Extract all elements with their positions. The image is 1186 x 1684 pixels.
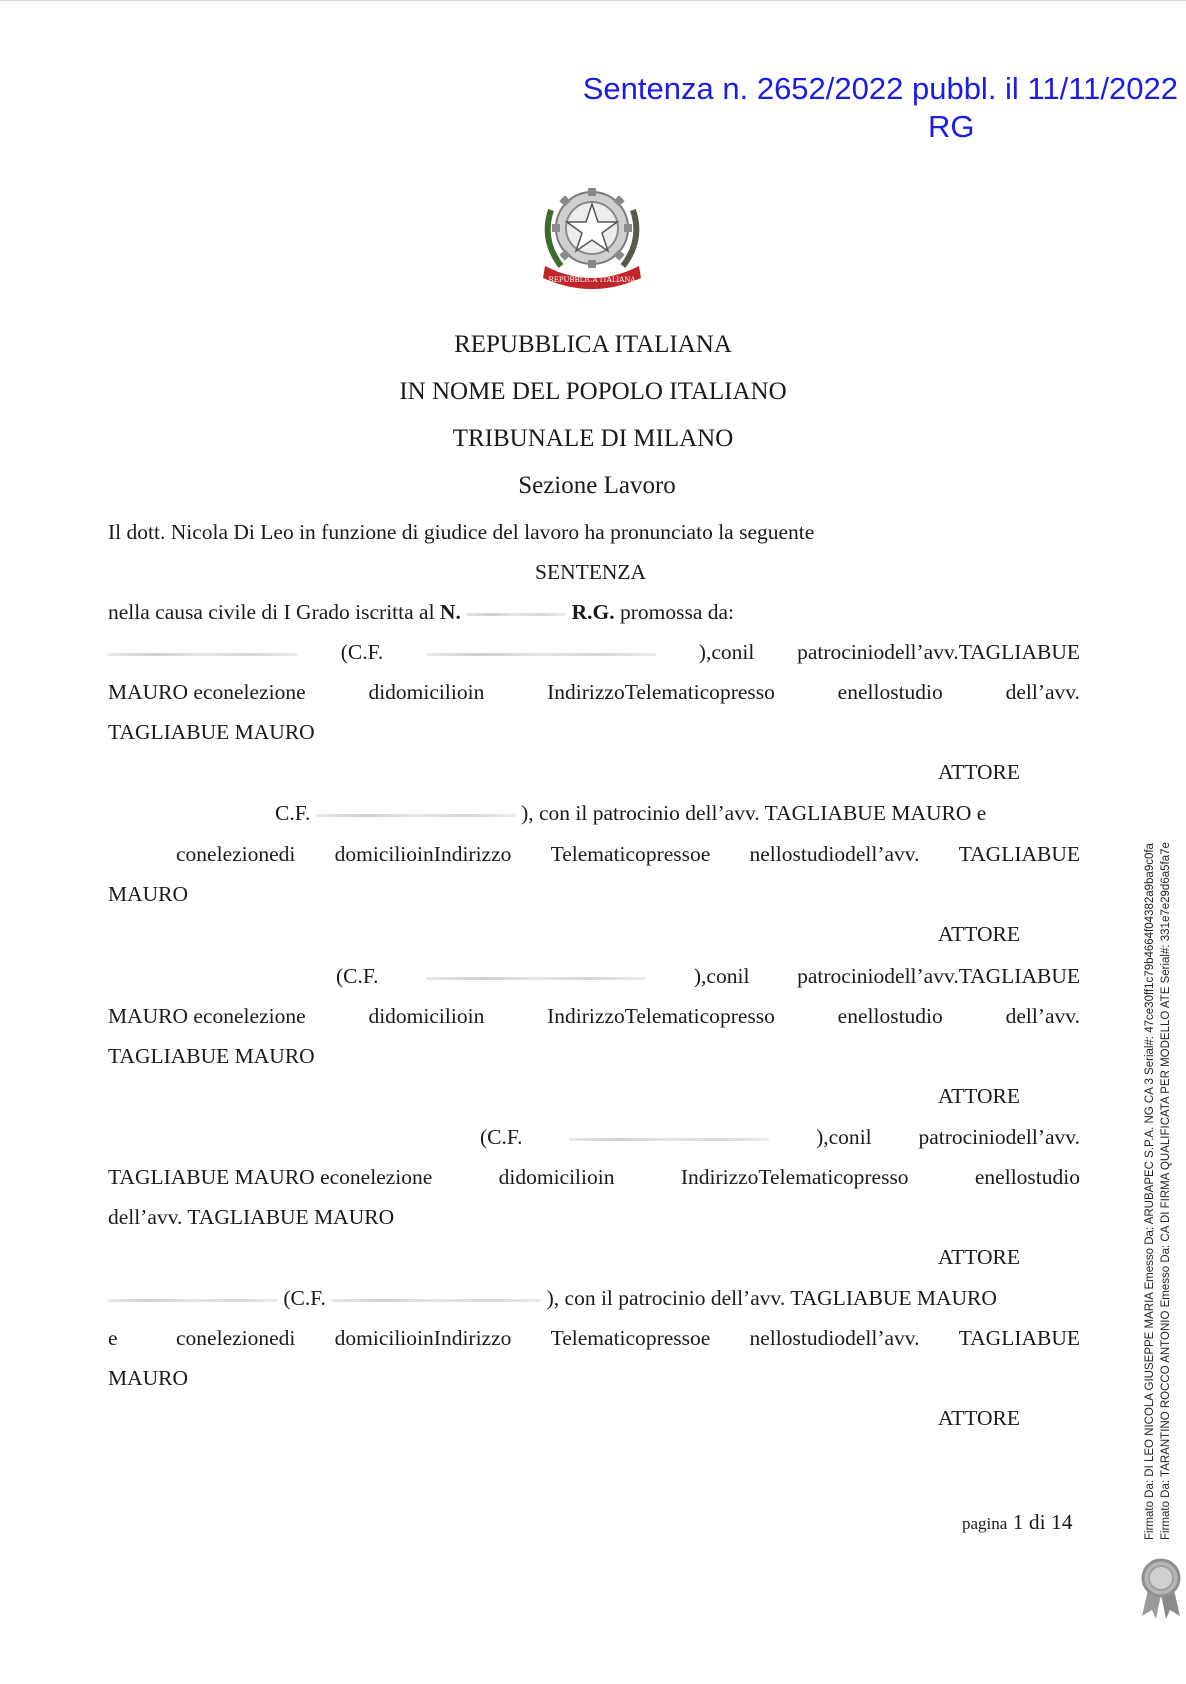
party3-line2: MAURO econelezione didomicilioin IndirizzoTelematicopresso enellostudio dell’avv.: [108, 1004, 1081, 1028]
party2-line3: MAURO: [108, 882, 189, 906]
signature-seal-icon: [1136, 1556, 1186, 1620]
svg-text:REPUBBLICA ITALIANA: REPUBBLICA ITALIANA: [548, 276, 636, 284]
redacted-fiscal-code: [426, 653, 656, 656]
signature-line-1: Firmato Da: DI LEO NICOLA GIUSEPPE MARIA Emesso Da: ARUBAPEC S.P.A. NG CA 3 Serial#: 47ce30ff1c79b4664f04382a9ba9c0fa: [1144, 843, 1156, 1540]
page-top-border: [0, 0, 1186, 1]
heading-section: Sezione Lavoro: [518, 472, 676, 499]
heading-tribunal: TRIBUNALE DI MILANO: [452, 425, 734, 452]
party2-line2: conelezionedi domicilioinIndirizzo Telematicopressoe nellostudiodell’avv. TAGLIABUE: [176, 842, 1081, 866]
redacted-fiscal-code: [569, 1138, 769, 1141]
heading-people: IN NOME DEL POPOLO ITALIANO: [399, 378, 787, 405]
role-attore-1: ATTORE: [938, 760, 1021, 784]
rg-label: RG: [928, 109, 975, 144]
redacted-number: [466, 613, 566, 616]
italian-republic-emblem-icon: [537, 170, 647, 298]
role-attore-4: ATTORE: [938, 1245, 1021, 1269]
party5-line2: conelezionedi domicilioinIndirizzo Telematicopressoe nellostudiodell’avv. TAGLIABUE: [176, 1326, 1081, 1350]
party4-line2: TAGLIABUE MAURO econelezione didomicilioin IndirizzoTelematicopresso enellostudio: [108, 1165, 1080, 1189]
redacted-fiscal-code: [331, 1299, 541, 1302]
party5-line3: MAURO: [108, 1366, 189, 1390]
redacted-fiscal-code: [426, 977, 646, 980]
sentenza-title: SENTENZA: [535, 560, 647, 584]
party1-line3: TAGLIABUE MAURO: [108, 720, 315, 744]
heading-republic: REPUBBLICA ITALIANA: [454, 331, 732, 358]
role-attore-2: ATTORE: [938, 922, 1021, 946]
party2-line1: C.F. ), con il patrocinio dell’avv. TAGLIABUE MAURO e: [275, 801, 987, 825]
role-attore-5: ATTORE: [938, 1406, 1021, 1430]
redacted-name: [108, 1299, 278, 1302]
document-header: [478, 70, 1178, 144]
causa-line: nella causa civile di I Grado iscritta al N. R.G. promossa da:: [108, 600, 735, 624]
intro-line: Il dott. Nicola Di Leo in funzione di giudice del lavoro ha pronunciato la seguente: [108, 520, 815, 544]
party4-line3: dell’avv. TAGLIABUE MAURO: [108, 1205, 395, 1229]
redacted-fiscal-code: [316, 814, 516, 817]
sentence-number: Sentenza n. 2652/2022 pubbl. il 11/11/2022: [582, 71, 1178, 106]
party3-line3: TAGLIABUE MAURO: [108, 1044, 315, 1068]
party4-line1: (C.F. ),conil patrociniodell’avv.: [480, 1125, 1081, 1149]
party5-line2-e: e: [108, 1326, 118, 1350]
redacted-name: [108, 653, 298, 656]
role-attore-3: ATTORE: [938, 1084, 1021, 1108]
party1-line2: MAURO econelezione didomicilioin IndirizzoTelematicopresso enellostudio dell’avv.: [108, 680, 1081, 704]
signature-line-2: Firmato Da: TARANTINO ROCCO ANTONIO Emesso Da: CA DI FIRMA QUALIFICATA PER MODELLO ATE Serial#: 331e7e29d6a5fa7e: [1160, 842, 1172, 1540]
page-number: pagina 1 di 14: [962, 1510, 1073, 1534]
party3-line1: (C.F. ),conil patrociniodell’avv.TAGLIABUE: [336, 964, 1080, 988]
party1-line1: (C.F. ),conil patrociniodell’avv.TAGLIABUE: [108, 640, 1080, 665]
digital-signature-info: [1142, 842, 1174, 1540]
party5-line1: (C.F. ), con il patrocinio dell’avv. TAGLIABUE MAURO: [108, 1286, 997, 1311]
